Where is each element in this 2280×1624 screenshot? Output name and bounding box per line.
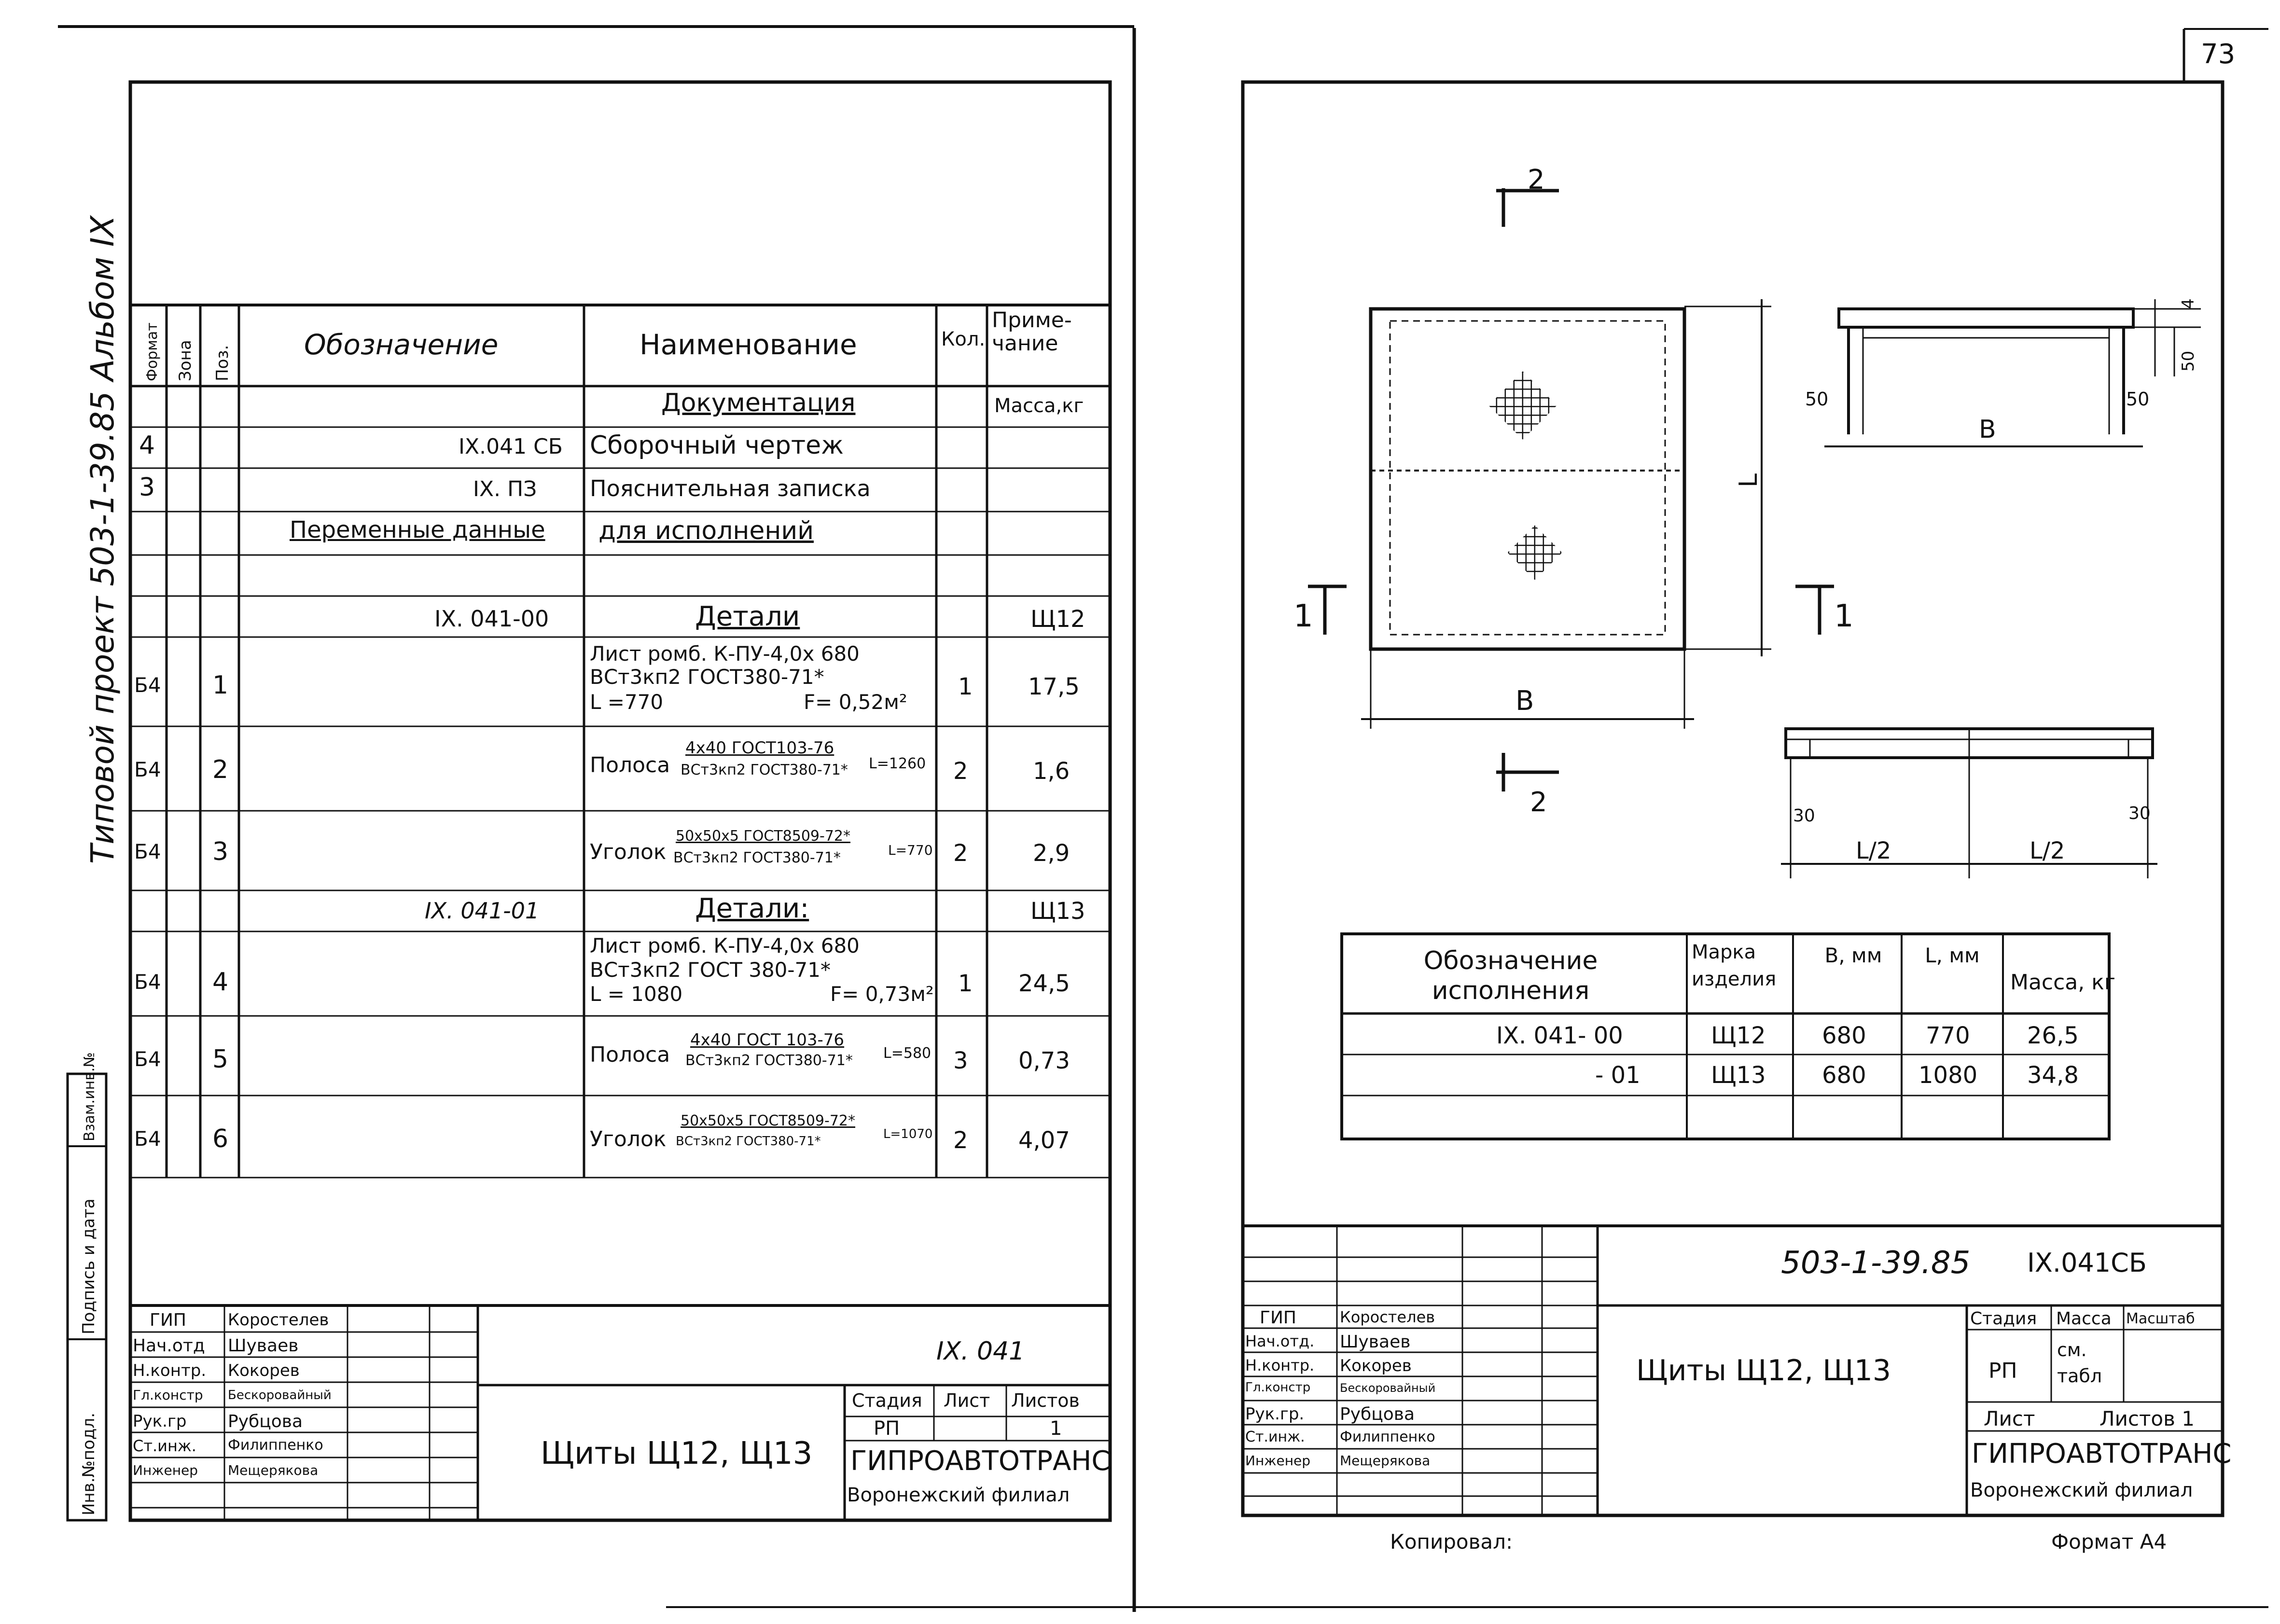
variable-data-label: Переменные данные <box>290 516 545 543</box>
left-title: Щиты Щ12, Щ13 <box>541 1436 813 1471</box>
dim-30-right: 30 <box>2128 804 2151 823</box>
row6-name-line2: ВСт3кп2 ГОСТ380-71* <box>590 665 824 689</box>
row11-pos: 5 <box>212 1045 229 1074</box>
role-label: Н.контр. <box>133 1361 207 1380</box>
row11-name-bottom: ВСт3кп2 ГОСТ380-71* <box>685 1052 853 1069</box>
side-stamp: Типовой проект 503-1-39.85 Альбом IX <box>84 215 121 864</box>
header-qty: Кол. <box>941 328 986 350</box>
row11-name-top: 4х40 ГОСТ 103-76 <box>690 1030 845 1050</box>
row10-pos: 4 <box>212 968 229 997</box>
header-format: Формат <box>144 322 161 381</box>
group2-mark: Щ13 <box>1030 898 1085 925</box>
group1-details: Детали <box>695 601 800 632</box>
dim-30-left: 30 <box>1793 806 1815 826</box>
role-name: Коростелев <box>1340 1308 1435 1326</box>
section-1-right-label: 1 <box>1834 598 1854 634</box>
right-stage: РП <box>1988 1359 2017 1383</box>
dim-b-section: В <box>1979 415 1996 444</box>
row12-name-top: 50х50х5 ГОСТ8509-72* <box>681 1112 856 1129</box>
variant-l: 770 <box>1926 1022 1970 1049</box>
variant-l: 1080 <box>1919 1062 1978 1089</box>
variant-mass: 34,8 <box>2027 1062 2079 1089</box>
right-project-code: 503-1-39.85 <box>1781 1245 1971 1281</box>
copied-by-label: Копировал: <box>1390 1530 1513 1554</box>
role-label: Инженер <box>133 1462 198 1478</box>
header-note: Приме-чание <box>992 308 1072 356</box>
row6-name-line1: Лист ромб. К-ПУ-4,0х 680 <box>590 642 860 666</box>
left-sheets: 1 <box>1050 1417 1062 1440</box>
right-scale-header: Масштаб <box>2126 1310 2195 1327</box>
role-label: Рук.гр. <box>1245 1404 1305 1424</box>
group1-mark: Щ12 <box>1030 606 1085 633</box>
row11-format: Б4 <box>134 1047 161 1071</box>
variants-header-designation: Обозначение исполнения <box>1423 946 1598 1005</box>
note-mass-kg: Масса,кг <box>994 395 1084 417</box>
row12-format: Б4 <box>134 1127 161 1151</box>
role-label: Нач.отд <box>133 1336 205 1356</box>
header-pos: Поз. <box>213 345 232 381</box>
variant-designation: - 01 <box>1595 1062 1640 1089</box>
role-name: Филиппенко <box>228 1437 323 1454</box>
format-label: Формат А4 <box>2051 1530 2167 1554</box>
right-org-name: ГИПРОАВТОТРАНС <box>1972 1438 2232 1470</box>
variants-header-mass: Масса, кг <box>2010 970 2115 995</box>
role-name: Шуваев <box>228 1336 299 1356</box>
row2-name: Пояснительная записка <box>590 475 871 501</box>
row8-name-top: 50х50х5 ГОСТ8509-72* <box>676 828 851 845</box>
role-name: Бескоровайный <box>1340 1381 1436 1395</box>
row6-name-line3b: F= 0,52м² <box>804 690 907 714</box>
right-title: Щиты Щ12, Щ13 <box>1636 1354 1891 1388</box>
left-doc-code: IX. 041 <box>936 1337 1025 1366</box>
row10-mass: 24,5 <box>1018 970 1070 997</box>
variants-header-b: В, мм <box>1824 944 1882 967</box>
right-doc-code: IX.041СБ <box>2027 1248 2147 1278</box>
row1-name: Сборочный чертеж <box>590 431 844 460</box>
row8-name-bottom: ВСт3кп2 ГОСТ380-71* <box>673 849 841 866</box>
row12-length: L=1070 <box>883 1127 933 1141</box>
row8-pos: 3 <box>212 837 229 866</box>
row8-name-prefix: Уголок <box>590 840 667 864</box>
row8-length: L=770 <box>888 842 933 858</box>
row10-qty: 1 <box>958 970 973 997</box>
variant-b: 680 <box>1822 1022 1866 1049</box>
row7-name-top: 4х40 ГОСТ103-76 <box>685 738 834 758</box>
margin-label-signature: Подпись и дата <box>79 1198 98 1334</box>
row12-pos: 6 <box>212 1124 229 1153</box>
variants-header-l: L, мм <box>1925 944 1980 967</box>
header-designation: Обозначение <box>304 328 499 361</box>
left-stage: РП <box>874 1417 900 1440</box>
row7-format: Б4 <box>134 758 161 781</box>
row11-length: L=580 <box>883 1045 931 1062</box>
role-label: Гл.констр <box>1245 1380 1311 1395</box>
role-name: Коростелев <box>228 1310 329 1330</box>
dim-l-half-right: L/2 <box>2030 837 2065 864</box>
row6-pos: 1 <box>212 671 229 700</box>
role-label: Н.контр. <box>1245 1356 1315 1374</box>
left-stage-header: Стадия <box>852 1390 922 1411</box>
row11-mass: 0,73 <box>1018 1047 1070 1074</box>
dim-50-vertical: 50 <box>2179 350 2198 372</box>
margin-label-replace: Взам.инв.№ <box>81 1052 98 1141</box>
row7-name-bottom: ВСт3кп2 ГОСТ380-71* <box>681 762 848 778</box>
row12-mass: 4,07 <box>1018 1127 1070 1154</box>
role-name: Мещерякова <box>228 1462 319 1478</box>
row6-qty: 1 <box>958 673 973 700</box>
row10-name-line1: Лист ромб. К-ПУ-4,0х 680 <box>590 934 860 958</box>
left-sheets-header: Листов <box>1011 1390 1080 1411</box>
role-label: Нач.отд. <box>1245 1332 1315 1350</box>
row12-qty: 2 <box>953 1127 968 1154</box>
header-name: Наименование <box>640 328 857 361</box>
row7-length: L=1260 <box>869 755 926 772</box>
group1-designation: IX. 041-00 <box>434 606 549 632</box>
role-label: ГИП <box>150 1310 186 1330</box>
row8-qty: 2 <box>953 840 968 867</box>
dim-50-left: 50 <box>1805 389 1829 410</box>
row2-designation: IX. ПЗ <box>473 477 537 501</box>
right-mass: см. табл <box>2057 1339 2102 1387</box>
row6-mass: 17,5 <box>1028 673 1080 700</box>
right-org-branch: Воронежский филиал <box>1970 1479 2193 1501</box>
row11-qty: 3 <box>953 1047 968 1074</box>
row7-mass: 1,6 <box>1033 758 1070 785</box>
group2-details: Детали: <box>695 893 809 924</box>
row8-mass: 2,9 <box>1033 840 1070 867</box>
role-label: ГИП <box>1260 1308 1296 1328</box>
section-2-bottom-label: 2 <box>1530 787 1547 818</box>
section-documentation: Документация <box>661 389 856 417</box>
right-sheets-label: Листов 1 <box>2099 1407 2195 1430</box>
variant-mass: 26,5 <box>2027 1022 2079 1049</box>
header-zone: Зона <box>176 340 195 381</box>
dim-l-half-left: L/2 <box>1856 837 1891 864</box>
role-label: Инженер <box>1245 1453 1311 1469</box>
row8-format: Б4 <box>134 840 161 863</box>
right-sheet-label: Лист <box>1984 1407 2035 1430</box>
role-label: Ст.инж. <box>133 1437 196 1455</box>
row1-designation: IX.041 СБ <box>459 434 563 459</box>
role-name: Рубцова <box>228 1412 303 1431</box>
row10-format: Б4 <box>134 970 161 994</box>
row12-name-bottom: ВСт3кп2 ГОСТ380-71* <box>676 1134 821 1149</box>
row11-name-prefix: Полоса <box>590 1042 670 1067</box>
variant-mark: Щ12 <box>1711 1022 1766 1049</box>
variable-data-suffix: для исполнений <box>598 516 814 545</box>
dim-4-vertical: 4 <box>2179 298 2198 309</box>
dim-b-plan: В <box>1515 685 1534 717</box>
role-name: Кокорев <box>228 1361 300 1380</box>
role-name: Бескоровайный <box>228 1388 332 1402</box>
dim-l-plan: L <box>1734 473 1763 487</box>
row10-name-line2: ВСт3кп2 ГОСТ 380-71* <box>590 958 831 982</box>
role-name: Кокорев <box>1340 1356 1412 1375</box>
role-name: Шуваев <box>1340 1332 1411 1352</box>
row7-pos: 2 <box>212 755 229 784</box>
row7-name-prefix: Полоса <box>590 753 670 777</box>
role-name: Филиппенко <box>1340 1429 1435 1445</box>
right-stage-header: Стадия <box>1970 1309 2037 1329</box>
group2-designation: IX. 041-01 <box>425 898 540 924</box>
section-1-left-label: 1 <box>1293 598 1313 634</box>
section-2-top-label: 2 <box>1528 164 1545 195</box>
left-org-name: ГИПРОАВТОТРАНС <box>850 1445 1111 1477</box>
row6-name-line3a: L =770 <box>590 690 664 714</box>
margin-label-inv: Инв.№подл. <box>79 1413 98 1515</box>
page-number: 73 <box>2201 39 2236 70</box>
variant-designation: IX. 041- 00 <box>1496 1022 1623 1049</box>
row7-qty: 2 <box>953 758 968 785</box>
row10-name-line3a: L = 1080 <box>590 982 683 1006</box>
left-sheet-header: Лист <box>944 1390 990 1411</box>
row12-name-prefix: Уголок <box>590 1127 667 1152</box>
role-name: Мещерякова <box>1340 1453 1431 1469</box>
role-label: Ст.инж. <box>1245 1429 1305 1445</box>
variant-b: 680 <box>1822 1062 1866 1089</box>
dim-50-right: 50 <box>2126 389 2150 410</box>
row1-format: 4 <box>139 431 155 460</box>
role-label: Гл.констр <box>133 1387 203 1403</box>
variants-header-mark: Марка изделия <box>1692 941 1777 990</box>
row6-format: Б4 <box>134 673 161 697</box>
variant-mark: Щ13 <box>1711 1062 1766 1089</box>
role-label: Рук.гр <box>133 1412 187 1431</box>
right-mass-header: Масса <box>2056 1309 2112 1329</box>
row10-name-line3b: F= 0,73м² <box>830 982 934 1006</box>
row2-format: 3 <box>139 473 155 502</box>
left-org-branch: Воронежский филиал <box>847 1484 1070 1506</box>
role-name: Рубцова <box>1340 1404 1415 1424</box>
